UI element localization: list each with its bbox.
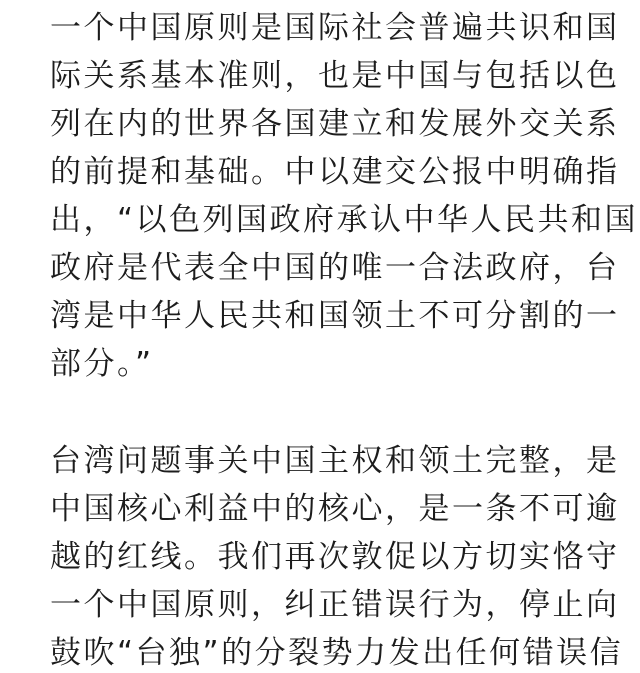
text-line: 政府是代表全中国的唯一合法政府，台 [50,250,620,286]
text-line: 际关系基本准则，也是中国与包括以色 [50,58,620,94]
text-line: 鼓吹“台独”的分裂势力发出任何错误信 [50,635,624,671]
text-line: 中国核心利益中的核心，是一条不可逾 [50,491,620,527]
text-line: 湾是中华人民共和国领土不可分割的一 [50,298,620,334]
text-line: 台湾问题事关中国主权和领土完整，是 [50,443,620,479]
paragraph-taiwan-question [50,437,624,673]
text-line: 一个中国原则，纠正错误行为，停止向 [50,587,620,623]
text-line: 出，“以色列国政府承认中华人民共和国 [50,202,639,238]
text-line: 部分。” [50,346,154,382]
text-line: 越的红线。我们再次敦促以方切实恪守 [50,539,620,575]
paragraph-one-china-principle [50,4,639,388]
text-line: 列在内的世界各国建立和发展外交关系 [50,106,620,142]
text-line: 一个中国原则是国际社会普遍共识和国 [50,10,620,46]
text-line: 的前提和基础。中以建交公报中明确指 [50,154,620,190]
